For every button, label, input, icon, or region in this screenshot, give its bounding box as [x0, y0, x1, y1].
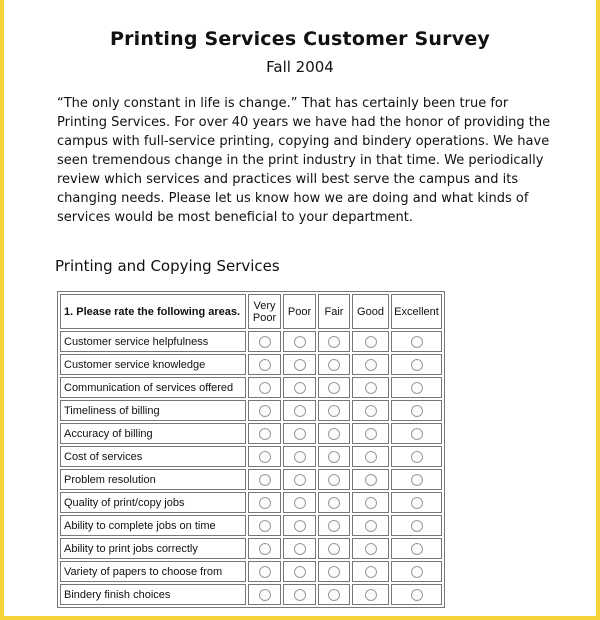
table-row — [60, 446, 442, 467]
radio-very-poor[interactable] — [259, 520, 271, 532]
rating-cell-fair — [318, 561, 350, 582]
rating-cell-good — [352, 469, 389, 490]
row-label: Timeliness of billing — [60, 400, 246, 421]
rating-cell-fair — [318, 492, 350, 513]
rating-cell-excellent — [391, 584, 442, 605]
rating-cell-good — [352, 446, 389, 467]
row-label: Ability to print jobs correctly — [60, 538, 246, 559]
rating-cell-good — [352, 584, 389, 605]
rating-cell-very-poor — [248, 584, 281, 605]
rating-cell-poor — [283, 354, 316, 375]
rating-cell-excellent — [391, 492, 442, 513]
rating-cell-good — [352, 492, 389, 513]
radio-poor[interactable] — [294, 405, 306, 417]
radio-good[interactable] — [365, 543, 377, 555]
row-label: Customer service helpfulness — [60, 331, 246, 352]
rating-cell-good — [352, 354, 389, 375]
radio-poor[interactable] — [294, 566, 306, 578]
rating-cell-very-poor — [248, 331, 281, 352]
radio-fair[interactable] — [328, 543, 340, 555]
radio-very-poor[interactable] — [259, 474, 271, 486]
radio-excellent[interactable] — [411, 382, 423, 394]
radio-fair[interactable] — [328, 382, 340, 394]
radio-excellent[interactable] — [411, 474, 423, 486]
radio-very-poor[interactable] — [259, 497, 271, 509]
radio-poor[interactable] — [294, 382, 306, 394]
rating-cell-fair — [318, 584, 350, 605]
rating-cell-good — [352, 400, 389, 421]
radio-excellent[interactable] — [411, 336, 423, 348]
rating-cell-good — [352, 515, 389, 536]
rating-cell-excellent — [391, 561, 442, 582]
radio-fair[interactable] — [328, 474, 340, 486]
radio-poor[interactable] — [294, 359, 306, 371]
table-row — [60, 354, 442, 375]
table-row — [60, 538, 442, 559]
row-label: Accuracy of billing — [60, 423, 246, 444]
row-label: Ability to complete jobs on time — [60, 515, 246, 536]
rating-cell-poor — [283, 423, 316, 444]
rating-cell-good — [352, 377, 389, 398]
rating-cell-fair — [318, 377, 350, 398]
radio-good[interactable] — [365, 474, 377, 486]
radio-poor[interactable] — [294, 589, 306, 601]
rating-cell-fair — [318, 331, 350, 352]
radio-excellent[interactable] — [411, 520, 423, 532]
intro-paragraph: “The only constant in life is change.” That has certainly been true for Printing Services. For over 40 years we have had the honor of providing the campus with full-service printing, copying and bindery operations. We have seen tremendous change in the print industry in that time. We periodically review which services and practices will best serve the campus and its changing needs. Please let us know how we are doing and what kinds of services would be most beneficial to your department. — [57, 96, 551, 225]
question-label: 1. Please rate the following areas. — [60, 294, 246, 329]
rating-cell-excellent — [391, 423, 442, 444]
radio-good[interactable] — [365, 451, 377, 463]
rating-cell-very-poor — [248, 400, 281, 421]
rating-cell-fair — [318, 515, 350, 536]
radio-very-poor[interactable] — [259, 336, 271, 348]
radio-good[interactable] — [365, 382, 377, 394]
rating-cell-excellent — [391, 377, 442, 398]
radio-fair[interactable] — [328, 405, 340, 417]
radio-excellent[interactable] — [411, 405, 423, 417]
table-row — [60, 377, 442, 398]
rating-header-very-poor: Very Poor — [248, 294, 281, 329]
radio-fair[interactable] — [328, 589, 340, 601]
rating-header-good: Good — [352, 294, 389, 329]
rating-cell-fair — [318, 446, 350, 467]
rating-cell-poor — [283, 584, 316, 605]
rating-cell-fair — [318, 469, 350, 490]
radio-excellent[interactable] — [411, 428, 423, 440]
rating-cell-poor — [283, 492, 316, 513]
rating-cell-poor — [283, 561, 316, 582]
row-label: Cost of services — [60, 446, 246, 467]
rating-cell-poor — [283, 538, 316, 559]
radio-good[interactable] — [365, 428, 377, 440]
rating-cell-very-poor — [248, 469, 281, 490]
radio-very-poor[interactable] — [259, 405, 271, 417]
rating-cell-poor — [283, 331, 316, 352]
radio-very-poor[interactable] — [259, 451, 271, 463]
radio-excellent[interactable] — [411, 566, 423, 578]
rating-header-excellent: Excellent — [391, 294, 442, 329]
rating-cell-very-poor — [248, 354, 281, 375]
radio-fair[interactable] — [328, 451, 340, 463]
rating-table — [57, 291, 445, 608]
radio-poor[interactable] — [294, 451, 306, 463]
table-row — [60, 469, 442, 490]
radio-good[interactable] — [365, 566, 377, 578]
rating-cell-good — [352, 331, 389, 352]
radio-very-poor[interactable] — [259, 543, 271, 555]
row-label: Communication of services offered — [60, 377, 246, 398]
rating-cell-excellent — [391, 354, 442, 375]
table-row — [60, 515, 442, 536]
radio-good[interactable] — [365, 520, 377, 532]
page-subtitle: Fall 2004 — [266, 58, 334, 76]
rating-header-row — [60, 294, 442, 329]
rating-cell-excellent — [391, 400, 442, 421]
table-row — [60, 331, 442, 352]
radio-poor[interactable] — [294, 428, 306, 440]
table-row — [60, 400, 442, 421]
rating-cell-very-poor — [248, 423, 281, 444]
radio-good[interactable] — [365, 405, 377, 417]
rating-cell-poor — [283, 377, 316, 398]
rating-cell-fair — [318, 400, 350, 421]
rating-cell-very-poor — [248, 377, 281, 398]
radio-good[interactable] — [365, 589, 377, 601]
rating-cell-very-poor — [248, 561, 281, 582]
radio-poor[interactable] — [294, 497, 306, 509]
row-label: Customer service knowledge — [60, 354, 246, 375]
survey-page — [4, 0, 596, 616]
rating-cell-very-poor — [248, 515, 281, 536]
rating-cell-excellent — [391, 469, 442, 490]
rating-cell-fair — [318, 423, 350, 444]
radio-good[interactable] — [365, 359, 377, 371]
radio-very-poor[interactable] — [259, 428, 271, 440]
rating-cell-poor — [283, 469, 316, 490]
row-label: Variety of papers to choose from — [60, 561, 246, 582]
radio-fair[interactable] — [328, 336, 340, 348]
radio-poor[interactable] — [294, 474, 306, 486]
rating-cell-fair — [318, 354, 350, 375]
radio-poor[interactable] — [294, 520, 306, 532]
row-label: Bindery finish choices — [60, 584, 246, 605]
radio-very-poor[interactable] — [259, 382, 271, 394]
rating-table-body — [60, 331, 442, 605]
radio-good[interactable] — [365, 497, 377, 509]
radio-very-poor[interactable] — [259, 589, 271, 601]
table-row — [60, 561, 442, 582]
radio-very-poor[interactable] — [259, 359, 271, 371]
rating-cell-fair — [318, 538, 350, 559]
section-heading: Printing and Copying Services — [55, 257, 280, 275]
rating-cell-excellent — [391, 446, 442, 467]
radio-fair[interactable] — [328, 497, 340, 509]
rating-cell-excellent — [391, 538, 442, 559]
radio-excellent[interactable] — [411, 543, 423, 555]
rating-cell-poor — [283, 446, 316, 467]
rating-cell-very-poor — [248, 492, 281, 513]
rating-cell-poor — [283, 400, 316, 421]
radio-excellent[interactable] — [411, 451, 423, 463]
rating-cell-excellent — [391, 331, 442, 352]
radio-excellent[interactable] — [411, 589, 423, 601]
rating-cell-good — [352, 538, 389, 559]
rating-cell-very-poor — [248, 446, 281, 467]
radio-excellent[interactable] — [411, 359, 423, 371]
radio-poor[interactable] — [294, 543, 306, 555]
radio-fair[interactable] — [328, 520, 340, 532]
radio-fair[interactable] — [328, 428, 340, 440]
row-label: Problem resolution — [60, 469, 246, 490]
radio-fair[interactable] — [328, 566, 340, 578]
rating-cell-poor — [283, 515, 316, 536]
radio-excellent[interactable] — [411, 497, 423, 509]
table-row — [60, 492, 442, 513]
table-row — [60, 584, 442, 605]
rating-header-poor: Poor — [283, 294, 316, 329]
rating-header-fair: Fair — [318, 294, 350, 329]
radio-fair[interactable] — [328, 359, 340, 371]
radio-good[interactable] — [365, 336, 377, 348]
page-title: Printing Services Customer Survey — [109, 28, 490, 50]
table-row — [60, 423, 442, 444]
radio-very-poor[interactable] — [259, 566, 271, 578]
rating-cell-excellent — [391, 515, 442, 536]
radio-poor[interactable] — [294, 336, 306, 348]
row-label: Quality of print/copy jobs — [60, 492, 246, 513]
rating-cell-good — [352, 561, 389, 582]
rating-cell-good — [352, 423, 389, 444]
rating-cell-very-poor — [248, 538, 281, 559]
